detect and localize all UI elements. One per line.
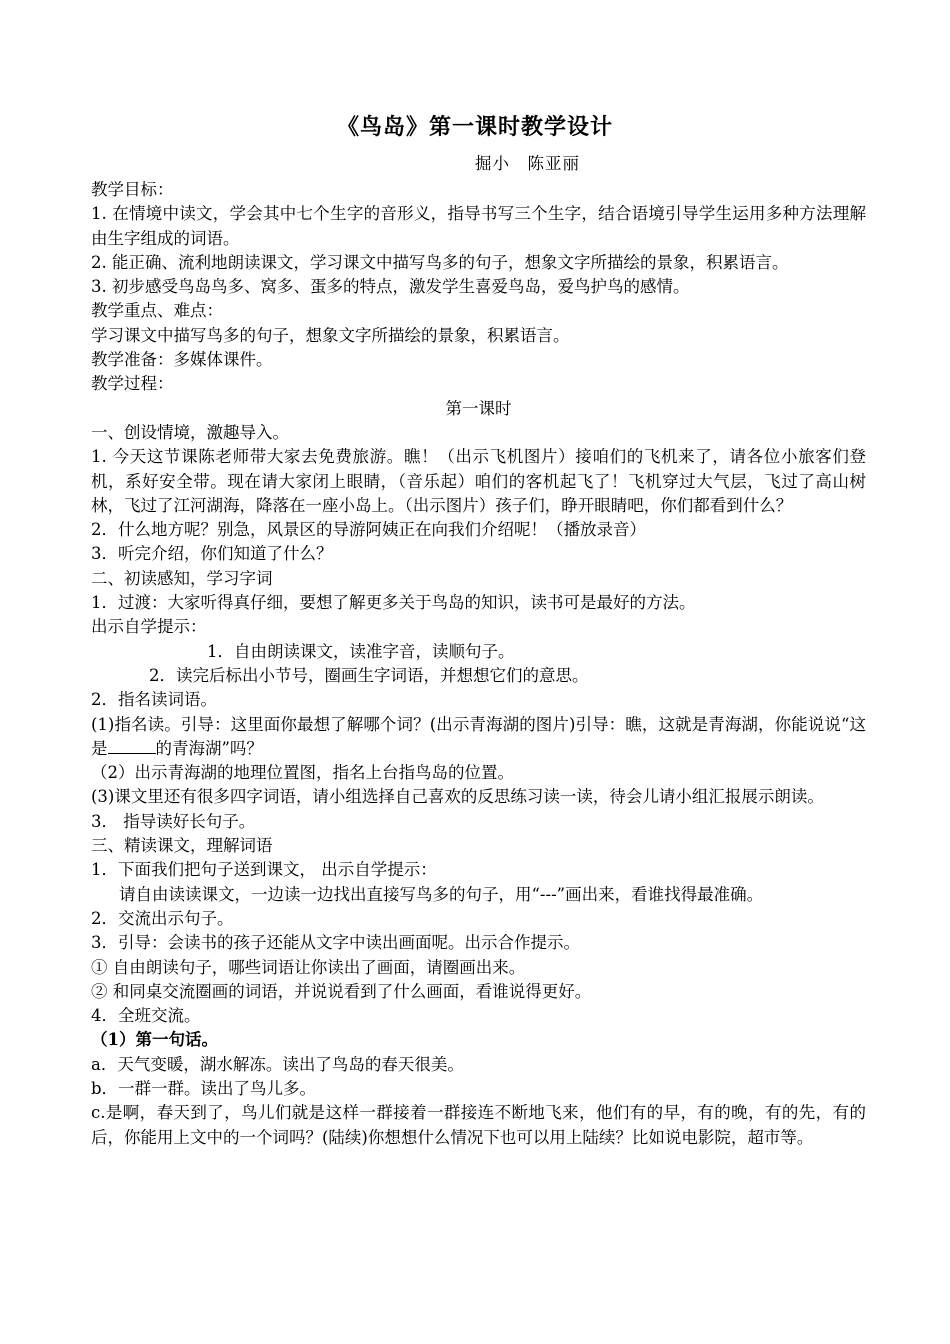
lesson-label: 第一课时 — [445, 398, 512, 418]
author-line: 掘小 陈亚丽 — [475, 154, 580, 173]
section-3-item-4: 4．全班交流。 — [91, 1006, 201, 1026]
goal-1: 1. 在情境中读文，学会其中七个生字的音形义，指导书写三个生字，结合语境引导学生运用多种方法理解由生字组成的词语。 — [91, 204, 866, 248]
section-1-heading: 一、创设情境，激趣导入。 — [91, 422, 289, 442]
item-2a-text-start: (1)指名读。引导：这里面你最想了解哪个词？(出示青海湖的图片)引导：瞧，这就是青海湖，你能说说“这是 — [91, 714, 866, 758]
section-2-heading: 二、初读感知，学习字词 — [91, 568, 273, 588]
item-2a-text-end: 的青海湖”吗？ — [155, 738, 263, 758]
process-heading: 教学过程： — [91, 374, 174, 394]
section-2-item-2: 2．指名读词语。 — [91, 690, 217, 710]
key-points-heading: 教学重点、难点： — [91, 301, 223, 321]
preparation: 教学准备：多媒体课件。 — [91, 350, 273, 370]
cooperation-tip-1: ① 自由朗读句子，哪些词语让你读出了画面，请圈画出来。 — [91, 957, 526, 977]
section-1-item-1: 1. 今天这节课陈老师带大家去免费旅游。瞧！（出示飞机图片）接咱们的飞机来了，请各位小旅客们登机，系好安全带。现在请大家闭上眼睛，（音乐起）咱们的客机起飞了！飞机穿过大气层，飞过了高山树林，飞过了江河湖海，降落在一座小岛上。（出示图片）孩子们，睁开眼睛吧，你们都看到什么？ — [91, 447, 866, 515]
point-a: a．天气变暖，湖水解冻。读出了鸟岛的春天很美。 — [91, 1054, 464, 1074]
cooperation-tip-2: ② 和同桌交流圈画的词语，并说说看到了什么画面，看谁说得更好。 — [91, 981, 592, 1001]
point-b: b．一群一群。读出了鸟儿多。 — [91, 1078, 317, 1098]
section-3-item-2: 2．交流出示句子。 — [91, 908, 234, 928]
self-study-tip-2: 2．读完后标出小节号，圈画生字词语，并想想它们的意思。 — [149, 665, 589, 685]
self-study-tip-label: 出示自学提示： — [91, 617, 207, 637]
point-c: c.是啊，春天到了，鸟儿们就是这样一群接着一群接连不断地飞来，他们有的早，有的晚，有的先，有的后，你能用上文中的一个词吗？(陆续)你想想什么情况下也可以用上陆续？比如说电影院，超市等。 — [91, 1103, 866, 1147]
fill-in-blank — [108, 739, 156, 754]
goals-heading: 教学目标： — [91, 180, 174, 199]
document-title: 《鸟岛》第一课时教学设计 — [336, 115, 613, 140]
section-1-item-3: 3．听完介绍，你们知道了什么？ — [91, 544, 333, 564]
self-study-tip-1: 1．自由朗读课文，读准字音，读顺句子。 — [207, 641, 515, 661]
section-2-item-3: 3． 指导读好长句子。 — [91, 811, 256, 831]
section-3-item-1: 1．下面我们把句子送到课文， 出示自学提示： — [91, 860, 437, 880]
section-1-item-2: 2．什么地方呢？别急，风景区的导游阿姨正在向我们介绍呢！（播放录音） — [91, 520, 646, 540]
section-3-item-1-tip: 请自由读读课文，一边读一边找出直接写鸟多的句子，用“---”画出来，看谁找得最准确。 — [119, 884, 764, 904]
key-points-text: 学习课文中描写鸟多的句子，想象文字所描绘的景象，积累语言。 — [91, 325, 570, 345]
section-3-heading: 三、精读课文，理解词语 — [91, 836, 273, 856]
section-2-item-1: 1．过渡：大家听得真仔细，要想了解更多关于鸟岛的知识，读书可是最好的方法。 — [91, 593, 696, 613]
document-body — [91, 178, 866, 1150]
goal-3: 3. 初步感受鸟岛鸟多、窝多、蛋多的特点，激发学生喜爱鸟岛，爱鸟护鸟的感情。 — [91, 277, 690, 297]
first-sentence-heading: （1）第一句话。 — [91, 1030, 218, 1050]
section-2-item-2c: (3)课文里还有很多四字词语，请小组选择自己喜欢的反思练习读一读，待会儿请小组汇报展示朗读。 — [91, 787, 824, 807]
section-3-item-3: 3．引导：会读书的孩子还能从文字中读出画面呢。出示合作提示。 — [91, 933, 580, 953]
goal-2: 2. 能正确、流利地朗读课文，学习课文中描写鸟多的句子，想象文字所描绘的景象，积累语言。 — [91, 252, 789, 272]
section-2-item-2b: （2）出示青海湖的地理位置图，指名上台指鸟岛的位置。 — [91, 763, 514, 783]
section-2-item-2a — [91, 713, 866, 762]
